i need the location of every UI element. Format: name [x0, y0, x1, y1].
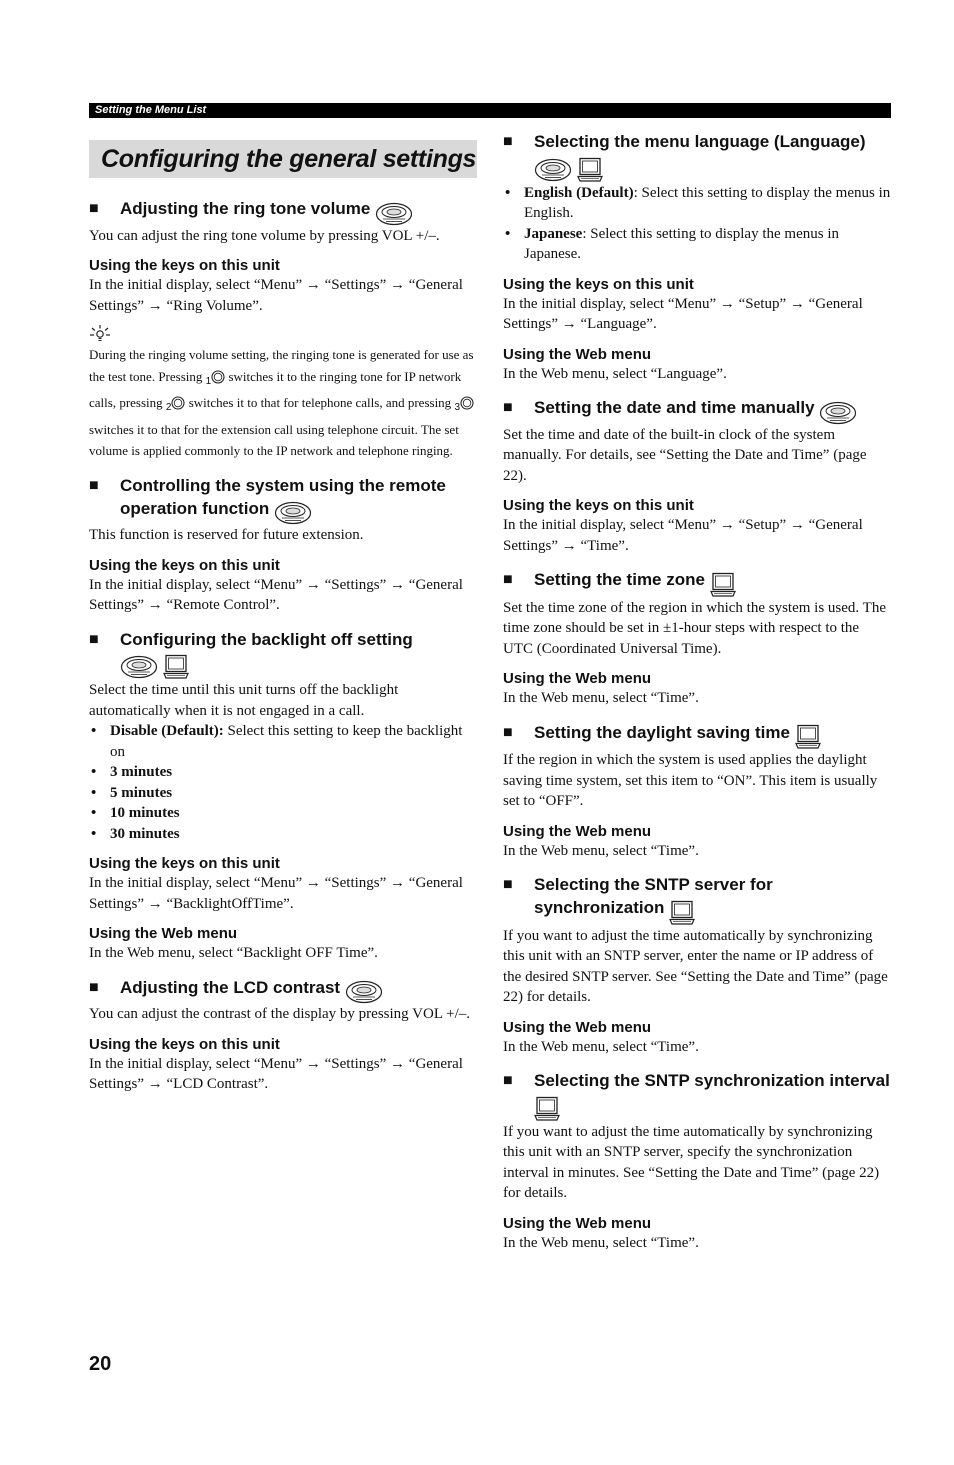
language-keys-heading: Using the keys on this unit	[503, 275, 694, 293]
square-bullet-icon: ■	[89, 978, 99, 996]
pc-icon	[534, 1096, 560, 1122]
sntp-server-web-heading: Using the Web menu	[503, 1018, 652, 1036]
ring-volume-heading: ■ Adjusting the ring tone volume	[89, 197, 477, 226]
page-number: 20	[89, 1353, 112, 1375]
unit-icon	[120, 655, 158, 680]
square-bullet-icon: ■	[503, 133, 513, 150]
dst-web-text: In the Web menu, select “Time”.	[503, 842, 699, 859]
ring-keys-heading: Using the keys on this unit	[89, 257, 280, 275]
lcd-keys-text: In the initial display, select “Menu” → “Settings” → “General Settings” → “LCD Contrast”.	[89, 1055, 463, 1093]
list-item: • 10 minutes	[89, 803, 477, 824]
backlight-options	[89, 721, 477, 844]
left-column	[89, 130, 477, 1095]
pc-icon	[795, 724, 821, 750]
lcd-contrast-text: You can adjust the contrast of the display by pressing VOL +/–.	[89, 1006, 471, 1023]
list-item: • 5 minutes	[89, 783, 477, 804]
section-header-bar	[89, 103, 891, 118]
square-bullet-icon: ■	[503, 723, 513, 741]
language-options	[503, 183, 891, 265]
list-item: • 3 minutes	[89, 762, 477, 783]
sntp-interval-web-heading: Using the Web menu	[503, 1214, 652, 1232]
ring-volume-text: You can adjust the ring tone volume by pressing VOL +/–.	[89, 227, 440, 244]
right-column	[503, 130, 891, 1253]
language-web-text: In the Web menu, select “Language”.	[503, 365, 727, 382]
pc-icon	[710, 572, 736, 598]
timezone-text: Set the time zone of the region in which the system is used. The time zone should be set in ±1-hour steps with respect to the UTC (Coordinated Universal Time).	[503, 599, 886, 657]
lcd-keys-heading: Using the keys on this unit	[89, 1035, 280, 1053]
list-item: • English (Default): Select this setting to display the menus in English.	[503, 183, 891, 224]
timezone-web-text: In the Web menu, select “Time”.	[503, 690, 699, 707]
language-keys-text: In the initial display, select “Menu” → “Setup” → “General Settings” → “Language”.	[503, 295, 863, 333]
unit-icon	[375, 201, 413, 226]
hint-icon	[89, 324, 477, 344]
datetime-heading: ■ Setting the date and time manually	[503, 396, 891, 425]
lcd-contrast-heading: ■ Adjusting the LCD contrast	[89, 976, 477, 1005]
language-web-heading: Using the Web menu	[503, 345, 652, 363]
section-header-label: Setting the Menu List	[95, 104, 207, 116]
list-item: • Japanese: Select this setting to display the menus in Japanese.	[503, 224, 891, 265]
sntp-interval-heading: ■ Selecting the SNTP synchronization interval	[503, 1069, 891, 1122]
pc-icon	[577, 157, 603, 183]
datetime-text: Set the time and date of the built-in clock of the system manually. For details, see “Setting the Date and Time” (page 22).	[503, 426, 867, 484]
key-1-icon: 1	[206, 369, 226, 393]
backlight-web-heading: Using the Web menu	[89, 925, 238, 943]
square-bullet-icon: ■	[89, 476, 99, 494]
backlight-heading: ■ Configuring the backlight off setting	[89, 628, 477, 681]
unit-icon	[274, 501, 312, 526]
sntp-interval-text: If you want to adjust the time automatically by synchronizing this unit with an SNTP server, specify the synchronization interval in minutes. See “Setting the Date and Time” (page 22) for details.	[503, 1123, 880, 1202]
list-item: • Disable (Default): Select this setting to keep the backlight on	[89, 721, 477, 762]
pc-icon	[163, 654, 189, 680]
key-2-icon: 2	[166, 395, 186, 419]
backlight-keys-text: In the initial display, select “Menu” → “Settings” → “General Settings” → “BacklightOffTime”.	[89, 875, 463, 912]
timezone-heading: ■ Setting the time zone	[503, 568, 891, 598]
square-bullet-icon: ■	[503, 571, 513, 589]
dst-heading: ■ Setting the daylight saving time	[503, 721, 891, 751]
key-3-icon: 3	[454, 395, 474, 419]
sntp-server-web-text: In the Web menu, select “Time”.	[503, 1038, 699, 1055]
datetime-keys-heading: Using the keys on this unit	[503, 497, 694, 515]
remote-keys-heading: Using the keys on this unit	[89, 556, 280, 574]
square-bullet-icon: ■	[89, 200, 99, 217]
unit-icon	[345, 980, 383, 1005]
sntp-server-heading: ■ Selecting the SNTP server for synchronization	[503, 873, 891, 926]
square-bullet-icon: ■	[503, 1072, 513, 1090]
backlight-text: Select the time until this unit turns off the backlight automatically when it is not engaged in a call.	[89, 682, 399, 719]
remote-control-heading: ■ Controlling the system using the remote operation function	[89, 474, 477, 526]
dst-web-heading: Using the Web menu	[503, 822, 652, 840]
sntp-server-text: If you want to adjust the time automatically by synchronizing this unit with an SNTP server, enter the name or IP address of the desired SNTP server. See “Setting the Date and Time” (page 22) for details.	[503, 927, 888, 1006]
pc-icon	[669, 900, 695, 926]
remote-control-text: This function is reserved for future extension.	[89, 527, 364, 544]
ring-note-text: During the ringing volume setting, the ringing tone is generated for use as the test tone. Pressing 1 switches it to the ringing tone for IP network calls, pressing 2 switches it to that for telephone calls, and pressing 3 switches it to that for the extension call using telephone circuit. The set volume is applied commonly to the IP network and telephone ringing.	[89, 347, 474, 459]
datetime-keys-text: In the initial display, select “Menu” → “Setup” → “General Settings” → “Time”.	[503, 517, 863, 554]
square-bullet-icon: ■	[503, 876, 513, 894]
backlight-keys-heading: Using the keys on this unit	[89, 855, 280, 873]
square-bullet-icon: ■	[89, 630, 99, 648]
remote-keys-text: In the initial display, select “Menu” → “Settings” → “General Settings” → “Remote Control”.	[89, 576, 463, 614]
dst-text: If the region in which the system is used applies the daylight saving time system, set this item to “ON”. This item is usually set to “OFF”.	[503, 752, 878, 810]
unit-icon	[819, 400, 857, 425]
backlight-web-text: In the Web menu, select “Backlight OFF Time”.	[89, 945, 378, 962]
ring-keys-text: In the initial display, select “Menu” → “Settings” → “General Settings” → “Ring Volume”.	[89, 277, 463, 314]
language-heading: ■ Selecting the menu language (Language)	[503, 130, 891, 183]
page-title: Configuring the general settings	[89, 140, 477, 178]
sntp-interval-web-text: In the Web menu, select “Time”.	[503, 1234, 699, 1251]
timezone-web-heading: Using the Web menu	[503, 670, 652, 688]
unit-icon	[534, 157, 572, 182]
square-bullet-icon: ■	[503, 399, 513, 417]
list-item: • 30 minutes	[89, 824, 477, 845]
